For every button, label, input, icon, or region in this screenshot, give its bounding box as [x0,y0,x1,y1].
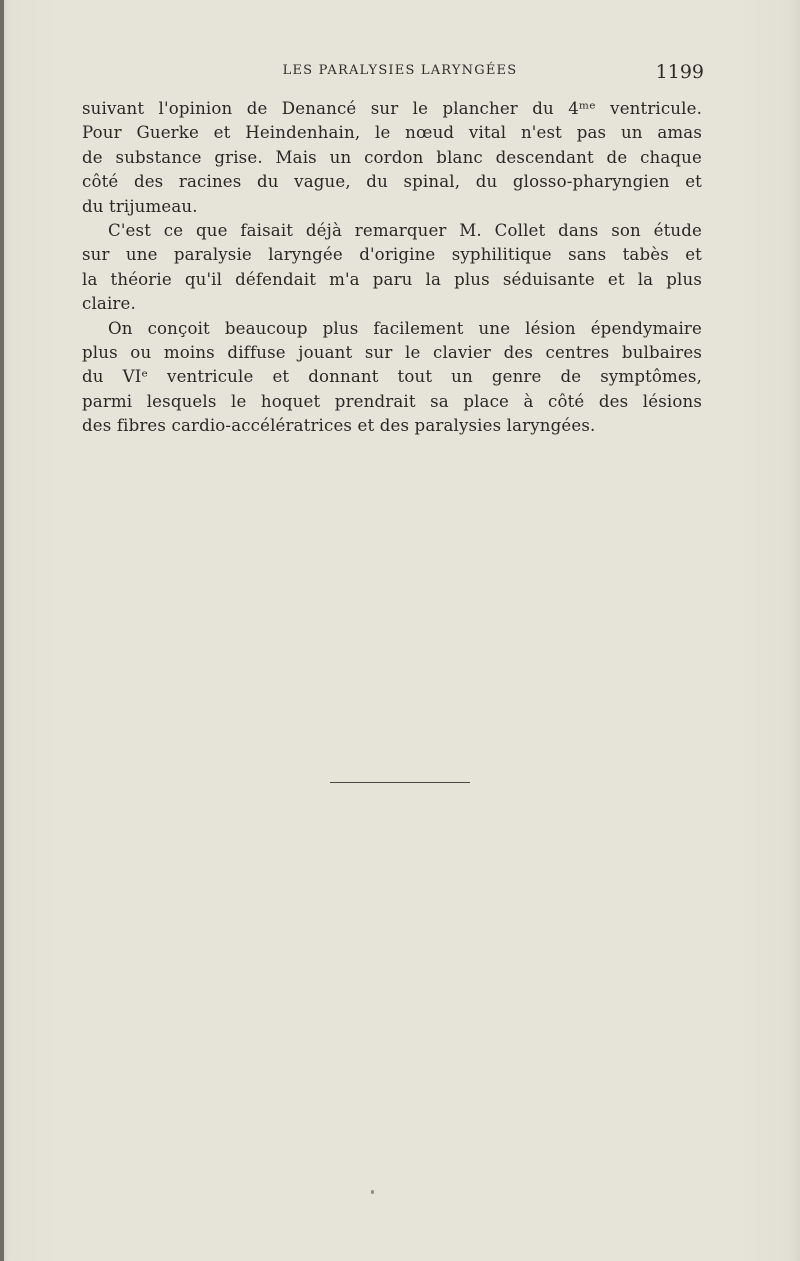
section-end-rule [330,782,470,783]
text-line: C'est ce que faisait déjà remarquer M. Collet dans son étude [108,220,702,240]
running-header [0,61,800,85]
body-text [82,97,702,438]
text-line: Pour Guerke et Heindenhain, le nœud vital n'est pas un amas [82,123,702,143]
text-line: suivant l'opinion de Denancé sur le plancher du 4ᵐᵉ ventricule. [82,99,702,118]
page-number: 1199 [655,61,704,83]
text-line: des fibres cardio-accélératrices et des paralysies laryngées. [82,416,596,436]
text-line: du VIᵉ ventricule et donnant tout un genre de symptômes, [82,367,702,387]
text-line: sur une paralysie laryngée d'origine syphilitique sans tabès et [82,245,702,265]
text-line: claire. [82,294,136,314]
page-binding-edge [0,0,4,1261]
text-line: du trijumeau. [82,196,198,216]
running-title: LES PARALYSIES LARYNGÉES [282,63,518,78]
text-line: côté des racines du vague, du spinal, du glosso-pharyngien et [82,172,702,192]
text-line: la théorie qu'il défendait m'a paru la plus séduisante et la plus [82,269,702,289]
text-line: de substance grise. Mais un cordon blanc descendant de chaque [82,147,702,167]
paper-speck [371,1190,374,1194]
text-line: plus ou moins diffuse jouant sur le clavier des centres bulbaires [82,342,702,362]
text-line: parmi lesquels le hoquet prendrait sa place à côté des lésions [82,391,702,411]
text-line: On conçoit beaucoup plus facilement une lésion épendymaire [108,318,702,338]
